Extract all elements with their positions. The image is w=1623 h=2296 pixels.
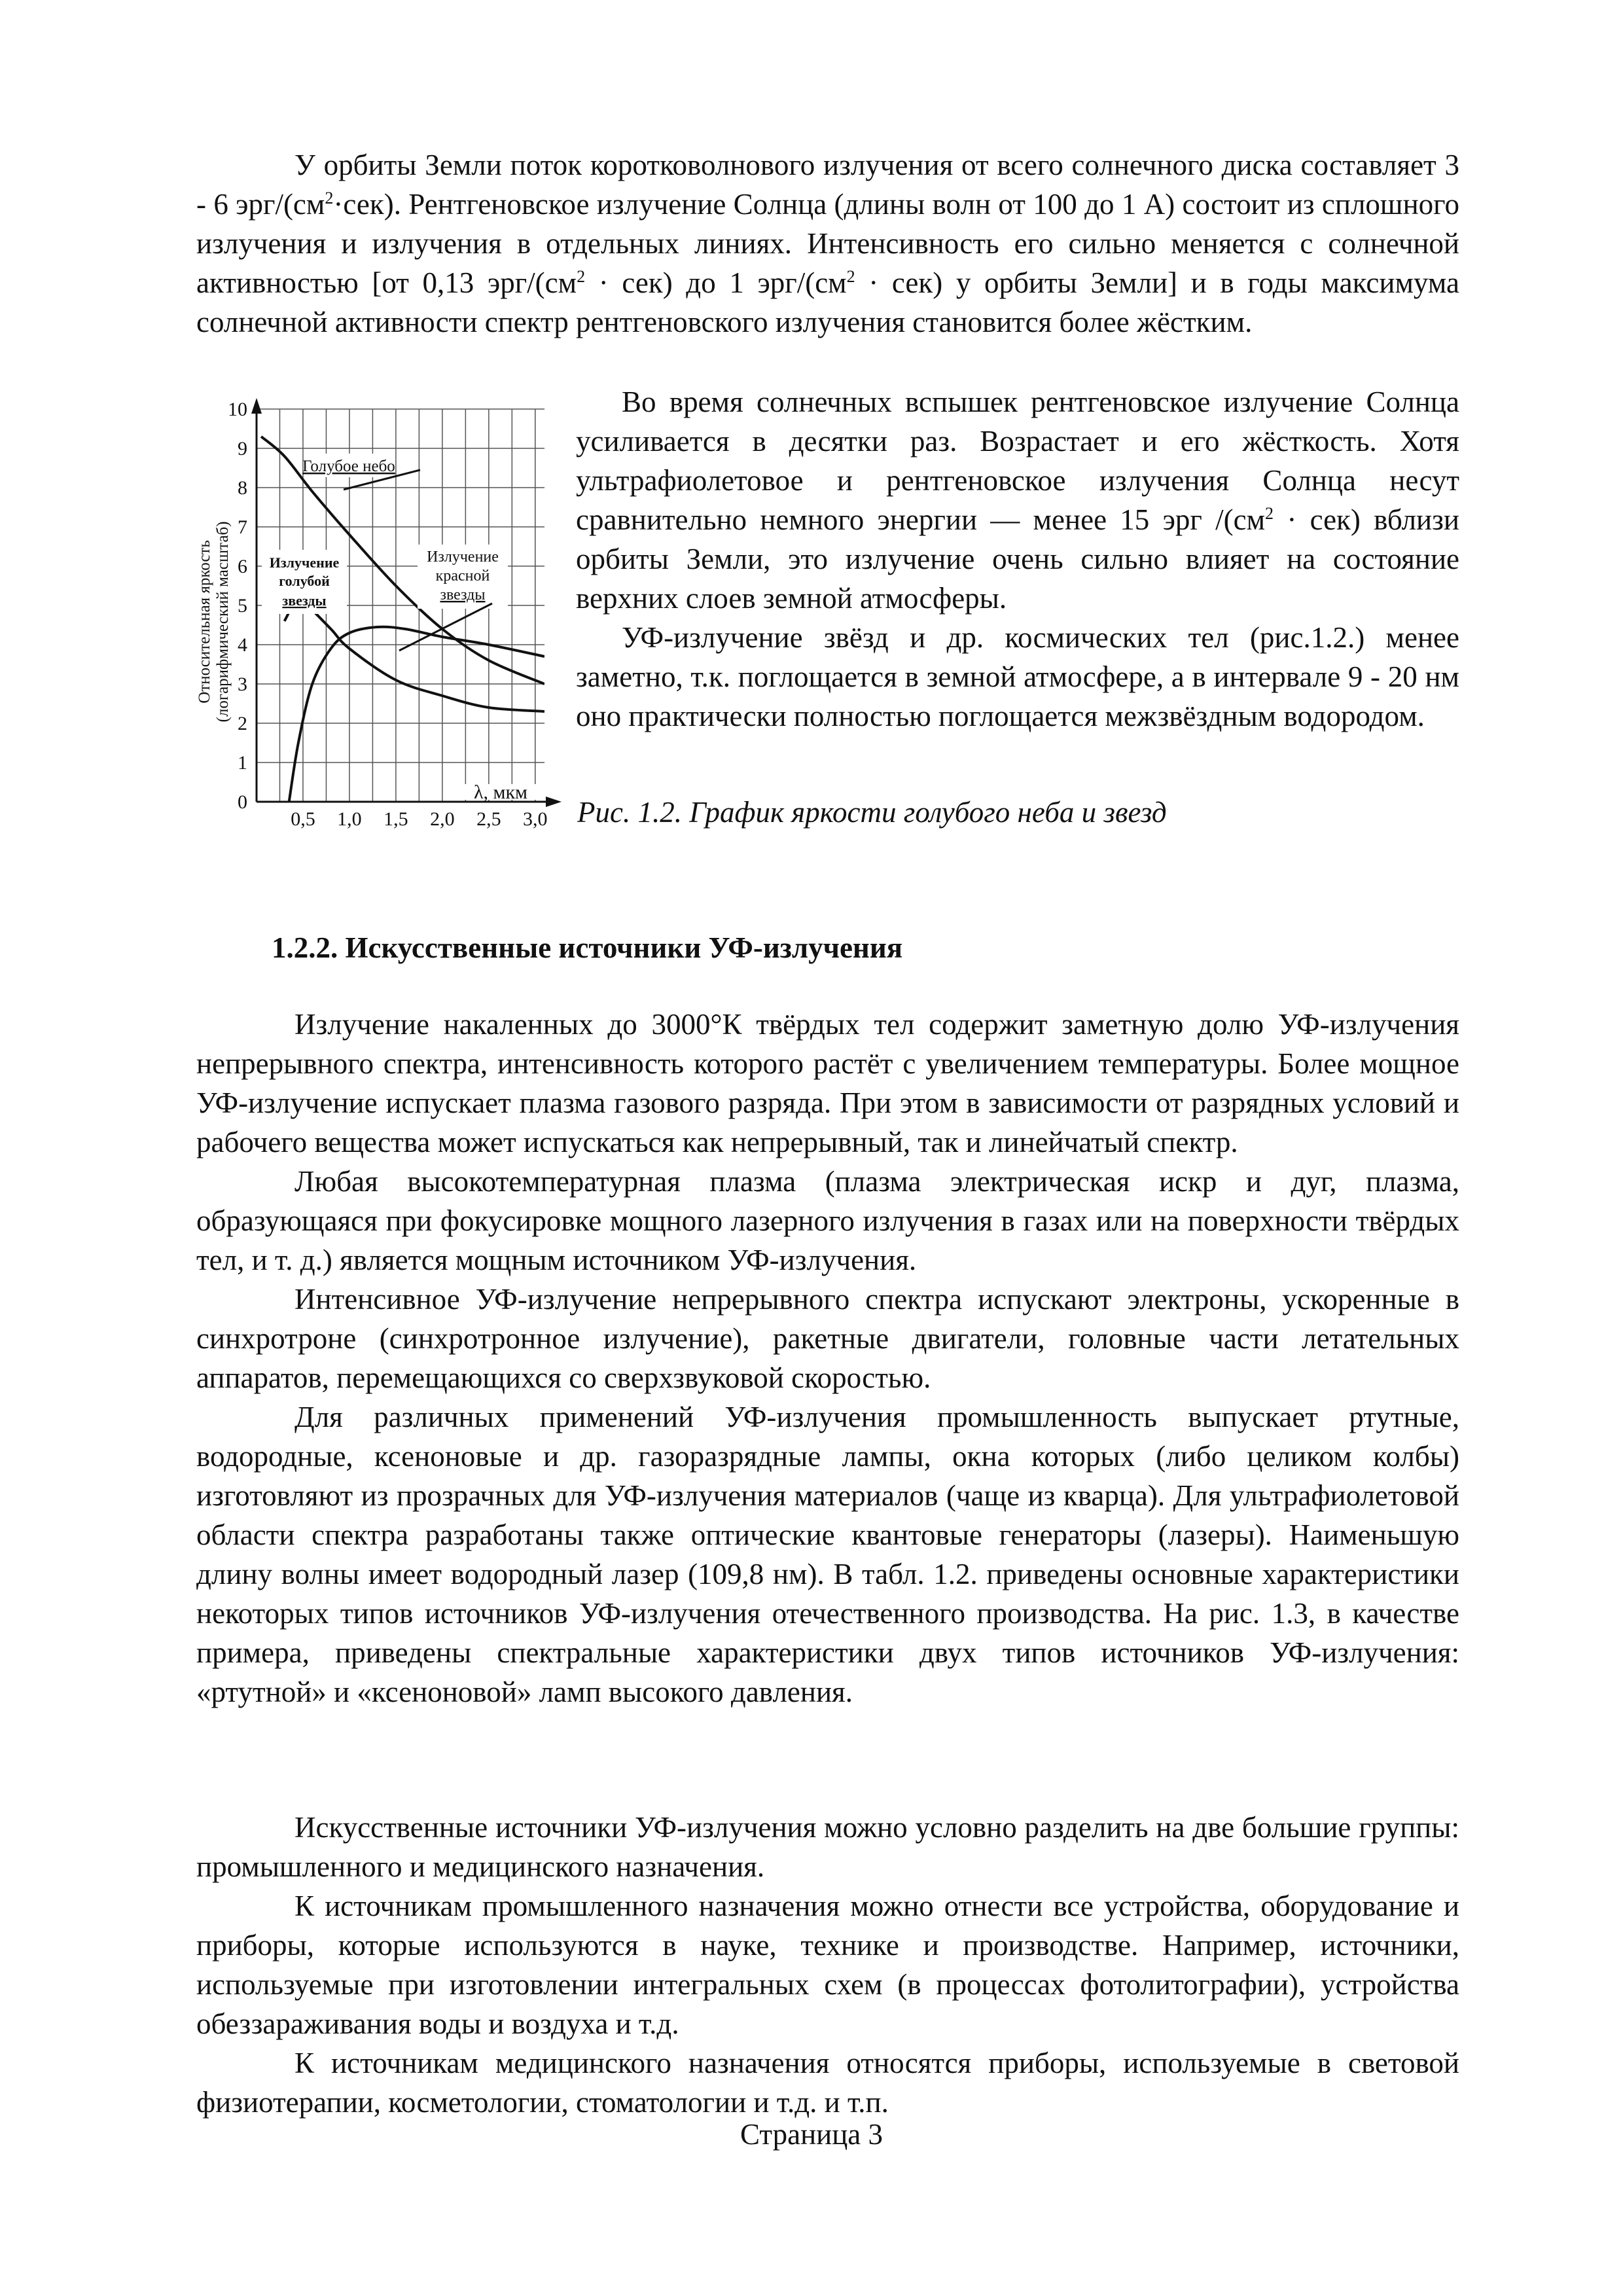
body-paragraph: К источникам промышленного назначения можно отнести все устройства, оборудование и приборы, которые используются в науке, технике и производстве. Например, источники, используемые при изготовлении интегральных схем (в процессах фотолитографии), устройства обеззараживания воды и воздуха и т.д. xyxy=(196,1890,1459,2040)
intro-text-part2: ·сек). Рентгеновское излучение Солнца (длины волн от 100 до 1 А) состоит из сплошного излучения и излучения в отдельных линиях. Интенсивность его сильно меняется с солнечной активностью [от 0,13 эрг/(см xyxy=(196,188,1459,299)
series-line-blue-star xyxy=(285,597,544,711)
y-tick-label: 5 xyxy=(238,595,247,617)
x-axis-label: λ, мкм xyxy=(473,781,528,803)
brightness-chart xyxy=(183,393,563,864)
body-paragraph: Для различных применений УФ-излучения промышленность выпускает ртутные, водородные, ксеноновые и др. газоразрядные лампы, окна которых (либо целиком колбы) изготовляют из прозрачных для УФ-излучения материалов (чаще из кварца). Для ультрафиолетовой области спектра разработаны также оптические квантовые генераторы (лазеры). Наименьшую длину волны имеет водородный лазер (109,8 нм). В табл. 1.2. приведены основные характеристики некоторых типов источников УФ-излучения отечественного производства. На рис. 1.3, в качестве примера, приведены спектральные характеристики двух типов источников УФ-излучения: «ртутной» и «ксеноновой» ламп высокого давления. xyxy=(196,1401,1459,1708)
body-paragraph: Излучение накаленных до 3000°К твёрдых тел содержит заметную долю УФ-излучения непрерывного спектра, интенсивность которого растёт с увеличением температуры. Более мощное УФ-излучение испускает плазма газового разряда. При этом в зависимости от разрядных условий и рабочего вещества может испускаться как непрерывный, так и линейчатый спектр. xyxy=(196,1008,1459,1158)
superscript: 2 xyxy=(577,267,586,286)
y-tick-label: 6 xyxy=(238,556,247,577)
y-axis-label-line1: Относительная яркость xyxy=(196,540,213,704)
x-tick-labels xyxy=(291,808,547,830)
side-paragraph-1 xyxy=(576,382,1459,618)
y-tick-label: 9 xyxy=(238,438,247,459)
intro-text-part3: · сек) до 1 эрг/(см xyxy=(585,266,847,299)
y-tick-label: 4 xyxy=(238,634,247,656)
series-line-red-star xyxy=(289,627,544,802)
body-paragraph: Любая высокотемпературная плазма (плазма электрическая искр и дуг, плазма, образующаяся при фокусировке мощного лазерного излучения в газах или на поверхности твёрдых тел, и т. д.) является мощным источником УФ-излучения. xyxy=(196,1165,1459,1276)
y-tick-label: 10 xyxy=(228,399,247,420)
y-tick-label: 3 xyxy=(238,673,247,695)
label-blue-star-3: звезды xyxy=(282,592,327,609)
y-tick-label: 1 xyxy=(238,752,247,774)
side-paragraphs xyxy=(576,382,1459,736)
body-section-2 xyxy=(196,1808,1459,2122)
page-number: Страница 3 xyxy=(740,2118,883,2151)
superscript: 2 xyxy=(325,188,334,207)
x-tick-label: 2,0 xyxy=(430,808,455,830)
label-blue-star-2: голубой xyxy=(279,573,330,589)
label-red-star-3: звезды xyxy=(440,586,486,603)
body-paragraph: Искусственные источники УФ-излучения можно условно разделить на две большие группы: промышленного и медицинского назначения. xyxy=(196,1811,1459,1883)
label-blue-sky: Голубое небо xyxy=(302,457,395,475)
y-axis-arrow-icon xyxy=(251,398,262,414)
label-red-star-2: красной xyxy=(435,567,490,584)
side-paragraph-2: УФ-излучение звёзд и др. космических тел (рис.1.2.) менее заметно, т.к. поглощается в земной атмосфере, а в интервале 9 - 20 нм оно практически полностью поглощается межзвёздным водородом. xyxy=(576,621,1459,732)
figure-caption: Рис. 1.2. График яркости голубого неба и звезд xyxy=(577,796,1167,829)
intro-text-part4: · сек) у орбиты Земли] и в годы максимума солнечной активности спектр рентгеновского излучения становится более жёстким. xyxy=(196,266,1459,338)
y-tick-label: 2 xyxy=(238,713,247,734)
y-tick-label: 8 xyxy=(238,477,247,499)
superscript: 2 xyxy=(846,267,855,286)
side-text-part1: Во время солнечных вспышек рентгеновское излучение Солнца усиливается в десятки раз. Возрастает и его жёсткость. Хотя ультрафиолетовое и рентгеновское излучения Солнца несут сравнительно немного энергии — менее 15 эрг /(см xyxy=(576,386,1459,536)
label-red-star-1: Излучение xyxy=(427,548,499,565)
body-paragraph: Интенсивное УФ-излучение непрерывного спектра испускают электроны, ускоренные в синхротроне (синхротронное излучение), ракетные двигатели, головные части летательных аппаратов, перемещающихся со сверхзвуковой скоростью. xyxy=(196,1283,1459,1394)
label-blue-star-1: Излучение xyxy=(269,554,340,571)
x-tick-label: 1,5 xyxy=(383,808,408,830)
x-tick-label: 2,5 xyxy=(476,808,501,830)
x-tick-label: 0,5 xyxy=(291,808,315,830)
y-tick-label: 0 xyxy=(238,791,247,813)
side-text-part2: · сек) вблизи орбиты Земли, это излучение очень сильно влияет на состояние верхних слоев земной атмосферы. xyxy=(576,503,1459,615)
x-axis-arrow-icon xyxy=(546,797,562,807)
superscript: 2 xyxy=(1265,504,1274,523)
intro-text-part1: У орбиты Земли поток коротковолнового излучения от всего солнечного диска составляет 3 - 6 эрг/(см xyxy=(196,149,1459,221)
body-paragraph: К источникам медицинского назначения относятся приборы, используемые в световой физиотерапии, косметологии, стоматологии и т.д. и т.п. xyxy=(196,2047,1459,2119)
y-axis-label-line2: (логарифмический масштаб) xyxy=(214,521,232,723)
intro-paragraph xyxy=(196,145,1459,342)
x-tick-label: 3,0 xyxy=(523,808,548,830)
intro-text xyxy=(196,145,1459,342)
x-tick-label: 1,0 xyxy=(337,808,362,830)
body-section-1 xyxy=(196,1005,1459,1712)
y-tick-label: 7 xyxy=(238,516,247,538)
section-heading: 1.2.2. Искусственные источники УФ-излучения xyxy=(272,931,903,964)
